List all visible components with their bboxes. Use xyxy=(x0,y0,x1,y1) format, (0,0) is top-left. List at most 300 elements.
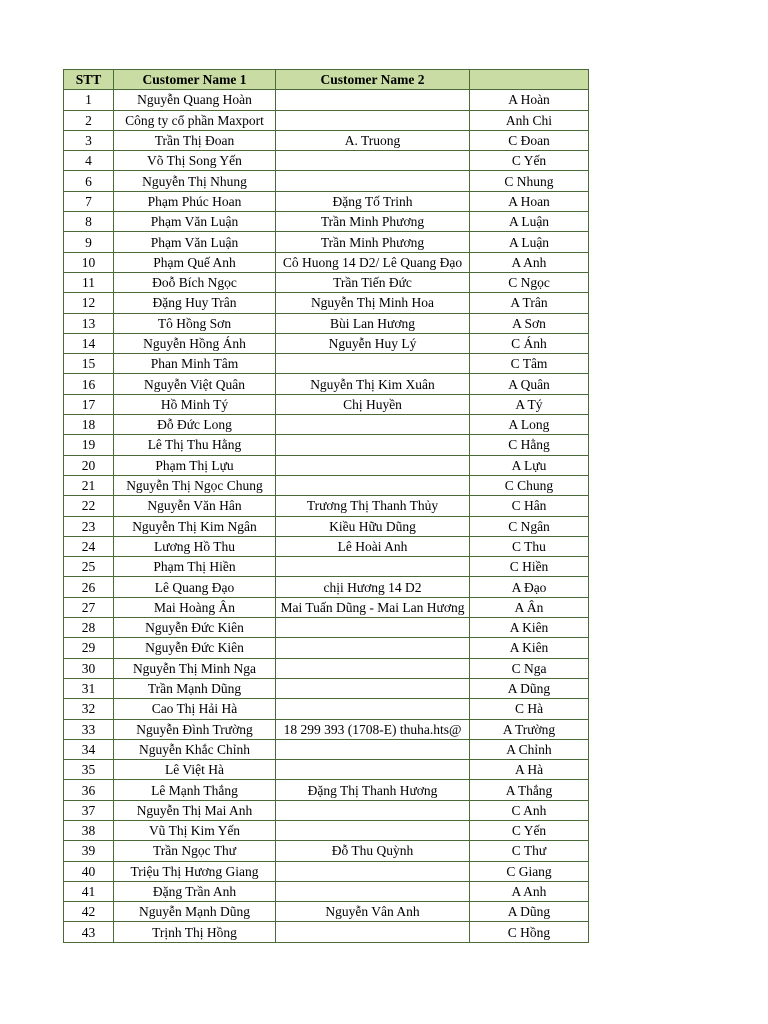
table-row xyxy=(64,760,589,780)
cell-stt-text: 1 xyxy=(85,92,92,108)
cell-short-name-text: C Thu xyxy=(512,538,546,554)
table-row xyxy=(64,475,589,495)
cell-stt xyxy=(64,719,114,739)
cell-customer-name-2 xyxy=(276,861,470,881)
cell-short-name-text: A Thắng xyxy=(505,782,553,798)
cell-stt xyxy=(64,861,114,881)
cell-short-name-text: A Long xyxy=(508,417,550,433)
cell-stt-text: 14 xyxy=(81,336,96,351)
cell-customer-name-1 xyxy=(114,333,276,353)
cell-short-name xyxy=(470,90,589,110)
cell-customer-name-1 xyxy=(114,496,276,516)
cell-customer-name-1-text: Nguyễn Thị Mai Anh xyxy=(136,802,253,818)
cell-customer-name-1 xyxy=(114,171,276,191)
cell-customer-name-1 xyxy=(114,232,276,252)
table-row xyxy=(64,415,589,435)
cell-short-name xyxy=(470,435,589,455)
cell-stt-text: 6 xyxy=(85,173,92,189)
cell-short-name xyxy=(470,719,589,739)
cell-customer-name-2 xyxy=(276,678,470,698)
cell-stt-text: 16 xyxy=(81,376,96,392)
cell-stt-text: 13 xyxy=(81,315,96,331)
cell-customer-name-1 xyxy=(114,922,276,942)
cell-customer-name-2-text: Lê Hoài Anh xyxy=(337,538,408,554)
cell-customer-name-1 xyxy=(114,252,276,272)
cell-short-name-text: C Nhung xyxy=(504,173,554,189)
cell-customer-name-1 xyxy=(114,151,276,171)
cell-customer-name-1-text: Trần Mạnh Dũng xyxy=(147,681,242,697)
cell-stt-text: 20 xyxy=(81,457,96,473)
cell-customer-name-2 xyxy=(276,902,470,922)
cell-short-name xyxy=(470,212,589,232)
cell-customer-name-2 xyxy=(276,252,470,272)
cell-short-name-text: C Yến xyxy=(511,823,547,839)
cell-short-name xyxy=(470,151,589,171)
cell-stt-text: 35 xyxy=(81,762,96,778)
cell-short-name-text: A Anh xyxy=(511,254,547,270)
cell-customer-name-1-text: Hồ Minh Tý xyxy=(160,396,229,412)
cell-short-name xyxy=(470,374,589,394)
cell-customer-name-2-text: Đặng Thị Thanh Hương xyxy=(307,782,438,798)
table-row xyxy=(64,719,589,739)
cell-customer-name-2 xyxy=(276,313,470,333)
cell-short-name xyxy=(470,394,589,414)
cell-customer-name-1 xyxy=(114,597,276,617)
cell-customer-name-2-text: Trương Thị Thanh Thủy xyxy=(306,498,439,514)
table-row xyxy=(64,881,589,901)
cell-customer-name-2 xyxy=(276,151,470,171)
cell-customer-name-1 xyxy=(114,658,276,678)
cell-customer-name-2 xyxy=(276,212,470,232)
cell-customer-name-1-text: Nguyễn Hồng Ánh xyxy=(143,336,246,351)
cell-short-name xyxy=(470,415,589,435)
cell-stt xyxy=(64,90,114,110)
table-body xyxy=(64,90,589,942)
cell-customer-name-1-text: Công ty cổ phần Maxport xyxy=(125,112,264,128)
cell-short-name-text: A Trân xyxy=(510,295,548,311)
cell-stt-text: 37 xyxy=(81,802,96,818)
cell-short-name xyxy=(470,699,589,719)
cell-customer-name-1 xyxy=(114,516,276,536)
cell-stt xyxy=(64,232,114,252)
cell-short-name-text: C Hiền xyxy=(509,559,549,575)
cell-short-name-text: A Quân xyxy=(508,376,550,392)
cell-stt xyxy=(64,820,114,840)
cell-short-name xyxy=(470,110,589,130)
table-row xyxy=(64,252,589,272)
cell-stt xyxy=(64,313,114,333)
cell-stt xyxy=(64,780,114,800)
table-row xyxy=(64,780,589,800)
cell-short-name xyxy=(470,130,589,150)
cell-short-name-text: C Thư xyxy=(511,843,547,859)
cell-customer-name-1 xyxy=(114,820,276,840)
cell-stt-text: 25 xyxy=(81,559,96,575)
cell-short-name xyxy=(470,902,589,922)
cell-stt xyxy=(64,171,114,191)
cell-customer-name-1-text: Lê Việt Hà xyxy=(165,762,224,778)
cell-customer-name-2-text: Trần Tiến Đức xyxy=(333,275,412,291)
cell-stt-text: 19 xyxy=(81,437,96,453)
cell-customer-name-1-text: Phạm Thị Hiền xyxy=(153,559,236,575)
cell-short-name-text: A Dũng xyxy=(507,681,551,697)
cell-stt-text: 17 xyxy=(81,396,96,412)
cell-customer-name-2 xyxy=(276,841,470,861)
cell-customer-name-1-text: Nguyễn Đức Kiên xyxy=(145,620,244,636)
cell-short-name-text: A Luận xyxy=(508,214,550,230)
cell-stt xyxy=(64,394,114,414)
header-row xyxy=(64,70,589,90)
table-row xyxy=(64,435,589,455)
cell-customer-name-1 xyxy=(114,110,276,130)
cell-stt-text: 10 xyxy=(81,254,96,270)
cell-stt-text: 30 xyxy=(81,660,96,676)
cell-stt-text: 41 xyxy=(81,884,96,900)
cell-short-name xyxy=(470,881,589,901)
cell-short-name-text: C Yến xyxy=(511,153,547,169)
cell-customer-name-1-text: Lê Thị Thu Hằng xyxy=(147,437,242,453)
cell-short-name xyxy=(470,841,589,861)
cell-customer-name-1-text: Nguyễn Khắc Chỉnh xyxy=(139,741,250,757)
cell-stt xyxy=(64,638,114,658)
cell-customer-name-1-text: Nguyễn Quang Hoàn xyxy=(137,92,252,108)
cell-customer-name-1 xyxy=(114,881,276,901)
cell-short-name xyxy=(470,658,589,678)
cell-short-name xyxy=(470,536,589,556)
cell-short-name xyxy=(470,800,589,820)
cell-customer-name-2 xyxy=(276,881,470,901)
cell-customer-name-1-text: Đoỗ Bích Ngọc xyxy=(152,275,237,291)
cell-short-name xyxy=(470,171,589,191)
cell-customer-name-1 xyxy=(114,354,276,374)
cell-short-name xyxy=(470,293,589,313)
cell-customer-name-1-text: Đặng Huy Trân xyxy=(152,295,237,311)
cell-stt xyxy=(64,333,114,353)
cell-short-name xyxy=(470,739,589,759)
cell-stt xyxy=(64,252,114,272)
cell-stt-text: 40 xyxy=(81,863,96,879)
cell-customer-name-1-text: Nguyễn Thị Ngọc Chung xyxy=(126,478,263,494)
cell-stt-text: 31 xyxy=(81,681,96,697)
cell-customer-name-1-text: Phạm Quế Anh xyxy=(153,254,236,270)
cell-stt-text: 11 xyxy=(82,275,95,291)
cell-short-name-text: C Chung xyxy=(504,478,554,494)
cell-stt-text: 33 xyxy=(81,721,96,737)
table-row xyxy=(64,902,589,922)
cell-customer-name-1 xyxy=(114,455,276,475)
cell-customer-name-2 xyxy=(276,333,470,353)
cell-customer-name-1-text: Nguyễn Đình Trường xyxy=(136,721,253,737)
cell-short-name xyxy=(470,313,589,333)
cell-customer-name-1-text: Nguyễn Thị Minh Nga xyxy=(132,660,257,676)
table-row xyxy=(64,130,589,150)
table-row xyxy=(64,110,589,130)
cell-customer-name-1 xyxy=(114,739,276,759)
cell-customer-name-2 xyxy=(276,475,470,495)
cell-customer-name-1-text: Trần Ngọc Thư xyxy=(152,843,237,859)
cell-customer-name-2-text: Trần Minh Phương xyxy=(320,234,425,250)
cell-stt xyxy=(64,374,114,394)
cell-customer-name-2 xyxy=(276,516,470,536)
table-row xyxy=(64,618,589,638)
cell-short-name xyxy=(470,272,589,292)
cell-stt-text: 38 xyxy=(81,823,96,839)
cell-stt-text: 29 xyxy=(81,640,96,656)
cell-customer-name-2 xyxy=(276,780,470,800)
cell-customer-name-2 xyxy=(276,272,470,292)
cell-stt xyxy=(64,130,114,150)
cell-customer-name-1 xyxy=(114,861,276,881)
cell-customer-name-1-text: Mai Hoàng Ân xyxy=(154,599,235,615)
cell-customer-name-2 xyxy=(276,800,470,820)
cell-customer-name-2 xyxy=(276,354,470,374)
cell-customer-name-1-text: Nguyễn Thị Kim Ngân xyxy=(132,518,257,534)
cell-stt-text: 18 xyxy=(81,417,96,433)
cell-customer-name-1-text: Lương Hồ Thu xyxy=(154,538,235,554)
cell-stt-text: 42 xyxy=(81,904,96,920)
cell-stt xyxy=(64,516,114,536)
cell-stt-text: 26 xyxy=(81,579,96,595)
cell-stt-text: 8 xyxy=(85,214,92,230)
cell-short-name-text: A Hoan xyxy=(508,193,550,209)
cell-customer-name-2-text: A. Truong xyxy=(344,133,401,149)
table-row xyxy=(64,800,589,820)
cell-short-name-text: C Hằng xyxy=(508,437,550,453)
cell-customer-name-2 xyxy=(276,130,470,150)
cell-customer-name-1 xyxy=(114,577,276,597)
cell-stt xyxy=(64,293,114,313)
cell-customer-name-1-text: Nguyễn Thị Nhung xyxy=(142,173,247,189)
cell-customer-name-1-text: Nguyễn Mạnh Dũng xyxy=(139,904,250,920)
cell-customer-name-1-text: Đặng Trần Anh xyxy=(152,884,237,900)
cell-customer-name-1-text: Phạm Phúc Hoan xyxy=(147,193,242,209)
header-customer-name-1: Customer Name 1 xyxy=(114,70,276,90)
cell-customer-name-2 xyxy=(276,577,470,597)
table-row xyxy=(64,90,589,110)
cell-customer-name-2 xyxy=(276,618,470,638)
cell-stt xyxy=(64,272,114,292)
cell-stt xyxy=(64,597,114,617)
cell-customer-name-1 xyxy=(114,313,276,333)
cell-short-name-text: A Ân xyxy=(514,599,544,615)
cell-customer-name-1-text: Lê Mạnh Thắng xyxy=(151,782,238,798)
cell-short-name xyxy=(470,760,589,780)
table-row xyxy=(64,739,589,759)
header-stt: STT xyxy=(64,70,114,90)
cell-customer-name-1 xyxy=(114,618,276,638)
cell-short-name xyxy=(470,638,589,658)
cell-customer-name-1-text: Phạm Văn Luận xyxy=(150,234,239,250)
table-row xyxy=(64,557,589,577)
cell-customer-name-2-text: Chị Huyền xyxy=(343,396,402,412)
cell-short-name xyxy=(470,780,589,800)
cell-customer-name-1-text: Võ Thị Song Yến xyxy=(147,153,242,169)
cell-short-name-text: C Đoan xyxy=(508,133,550,149)
cell-short-name-text: C Ngọc xyxy=(508,275,550,291)
table-row xyxy=(64,577,589,597)
table-row xyxy=(64,151,589,171)
table-row xyxy=(64,678,589,698)
cell-customer-name-2 xyxy=(276,191,470,211)
cell-customer-name-1 xyxy=(114,374,276,394)
cell-customer-name-1 xyxy=(114,212,276,232)
cell-short-name xyxy=(470,354,589,374)
cell-customer-name-2 xyxy=(276,699,470,719)
table-row xyxy=(64,861,589,881)
cell-customer-name-2 xyxy=(276,536,470,556)
cell-customer-name-1 xyxy=(114,293,276,313)
cell-customer-name-1 xyxy=(114,272,276,292)
table-row xyxy=(64,496,589,516)
cell-customer-name-1-text: Phạm Thị Lựu xyxy=(155,457,234,473)
cell-customer-name-2 xyxy=(276,597,470,617)
cell-customer-name-1 xyxy=(114,536,276,556)
cell-stt-text: 22 xyxy=(81,498,96,514)
cell-customer-name-2 xyxy=(276,171,470,191)
table-row xyxy=(64,212,589,232)
cell-stt-text: 36 xyxy=(81,782,96,798)
cell-customer-name-2 xyxy=(276,922,470,942)
cell-customer-name-1-text: Trịnh Thị Hồng xyxy=(152,924,237,940)
cell-short-name xyxy=(470,597,589,617)
cell-customer-name-2 xyxy=(276,455,470,475)
cell-customer-name-2-text: Nguyễn Vân Anh xyxy=(325,904,420,920)
cell-customer-name-1-text: Lê Quang Đạo xyxy=(154,579,235,595)
cell-stt-text: 24 xyxy=(81,538,96,554)
cell-short-name-text: C Ngân xyxy=(508,518,550,534)
header-short-name xyxy=(470,70,589,90)
cell-customer-name-1 xyxy=(114,841,276,861)
cell-short-name-text: Anh Chi xyxy=(505,112,553,128)
table-row xyxy=(64,922,589,942)
cell-short-name xyxy=(470,232,589,252)
cell-stt xyxy=(64,354,114,374)
cell-customer-name-2 xyxy=(276,110,470,130)
cell-customer-name-1 xyxy=(114,760,276,780)
cell-stt-text: 34 xyxy=(81,741,96,757)
cell-stt-text: 15 xyxy=(81,356,96,372)
cell-stt-text: 4 xyxy=(85,153,92,169)
cell-short-name xyxy=(470,678,589,698)
table-row xyxy=(64,171,589,191)
cell-customer-name-2 xyxy=(276,435,470,455)
cell-customer-name-1-text: Đỗ Đức Long xyxy=(157,417,232,433)
cell-customer-name-2-text: Nguyễn Huy Lý xyxy=(328,336,417,351)
cell-customer-name-1-text: Phạm Văn Luận xyxy=(150,214,239,230)
cell-short-name-text: C Hân xyxy=(511,498,547,514)
table-row xyxy=(64,455,589,475)
cell-customer-name-1-text: Phan Minh Tâm xyxy=(150,356,239,372)
cell-stt-text: 2 xyxy=(85,112,92,128)
cell-customer-name-1-text: Nguyễn Việt Quân xyxy=(144,376,245,392)
cell-short-name xyxy=(470,496,589,516)
cell-customer-name-1 xyxy=(114,638,276,658)
cell-stt xyxy=(64,881,114,901)
cell-stt xyxy=(64,760,114,780)
cell-stt xyxy=(64,618,114,638)
cell-customer-name-1 xyxy=(114,191,276,211)
cell-customer-name-1 xyxy=(114,435,276,455)
cell-customer-name-2-text: 18 299 393 (1708-E) thuha.hts@ xyxy=(283,721,462,737)
cell-short-name-text: C Hồng xyxy=(507,924,551,940)
cell-customer-name-2-text: Cô Huong 14 D2/ Lê Quang Đạo xyxy=(282,254,463,270)
cell-short-name xyxy=(470,333,589,353)
cell-stt-text: 3 xyxy=(85,133,92,149)
cell-stt xyxy=(64,475,114,495)
table-row xyxy=(64,333,589,353)
cell-short-name-text: C Anh xyxy=(511,802,547,818)
cell-customer-name-1 xyxy=(114,678,276,698)
cell-short-name-text: A Anh xyxy=(511,884,547,900)
customer-table xyxy=(63,69,589,943)
cell-short-name xyxy=(470,861,589,881)
cell-stt-text: 43 xyxy=(81,924,96,940)
cell-customer-name-2 xyxy=(276,293,470,313)
cell-customer-name-1 xyxy=(114,90,276,110)
table-row xyxy=(64,597,589,617)
cell-customer-name-1-text: Nguyễn Văn Hân xyxy=(147,498,242,514)
cell-customer-name-2-text: Đặng Tố Trinh xyxy=(332,193,413,209)
cell-stt xyxy=(64,678,114,698)
table-row xyxy=(64,516,589,536)
cell-stt xyxy=(64,536,114,556)
cell-short-name-text: A Đạo xyxy=(511,579,547,595)
cell-stt xyxy=(64,658,114,678)
cell-stt xyxy=(64,922,114,942)
table-row xyxy=(64,536,589,556)
cell-stt xyxy=(64,151,114,171)
cell-short-name xyxy=(470,618,589,638)
cell-stt-text: 7 xyxy=(85,193,92,209)
cell-short-name xyxy=(470,557,589,577)
cell-short-name-text: A Sơn xyxy=(512,315,546,331)
cell-customer-name-1 xyxy=(114,394,276,414)
cell-customer-name-1 xyxy=(114,699,276,719)
cell-short-name-text: A Trường xyxy=(502,721,556,737)
cell-customer-name-2 xyxy=(276,760,470,780)
cell-customer-name-2 xyxy=(276,394,470,414)
cell-customer-name-1-text: Nguyễn Đức Kiên xyxy=(145,640,244,656)
cell-customer-name-1 xyxy=(114,130,276,150)
cell-short-name-text: A Kiên xyxy=(509,620,549,636)
cell-stt xyxy=(64,739,114,759)
cell-customer-name-2-text: Trần Minh Phương xyxy=(320,214,425,230)
cell-customer-name-1 xyxy=(114,415,276,435)
cell-short-name xyxy=(470,922,589,942)
cell-customer-name-1 xyxy=(114,800,276,820)
table-row xyxy=(64,191,589,211)
cell-stt-text: 39 xyxy=(81,843,96,859)
table-row xyxy=(64,638,589,658)
cell-short-name xyxy=(470,820,589,840)
table-row xyxy=(64,374,589,394)
cell-customer-name-2 xyxy=(276,719,470,739)
table-row xyxy=(64,699,589,719)
cell-short-name-text: C Nga xyxy=(511,660,547,676)
cell-stt xyxy=(64,577,114,597)
header-customer-name-2: Customer Name 2 xyxy=(276,70,470,90)
cell-short-name-text: C Hà xyxy=(514,701,544,717)
cell-stt xyxy=(64,902,114,922)
cell-customer-name-2-text: Nguyễn Thị Minh Hoa xyxy=(310,295,435,311)
cell-customer-name-2 xyxy=(276,415,470,435)
cell-short-name-text: A Hoàn xyxy=(508,92,550,108)
cell-customer-name-2-text: Kiều Hữu Dũng xyxy=(329,518,416,534)
cell-short-name-text: C Tâm xyxy=(510,356,548,372)
cell-customer-name-2-text: Đỗ Thu Quỳnh xyxy=(331,843,414,859)
cell-customer-name-1-text: Tô Hồng Sơn xyxy=(157,315,232,331)
cell-stt xyxy=(64,191,114,211)
